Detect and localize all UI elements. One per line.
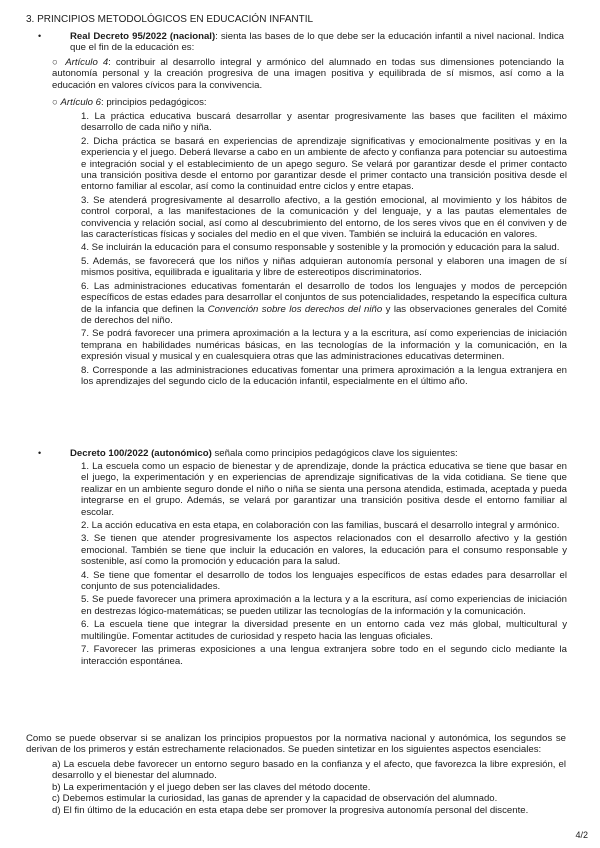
decreto-100-lead: • Decreto 100/2022 (autonómico) señala como principios pedagógicos clave los siguientes: — [38, 448, 458, 459]
convention-title: Convención sobre los derechos del niño — [207, 303, 383, 315]
list-item: d) El fin último de la educación en esta etapa debe ser promover la progresiva autonomía personal del discente. — [52, 804, 529, 816]
real-decreto-lead: • Real Decreto 95/2022 (nacional): sienta las bases de lo que debe ser la educación infantil a nivel nacional. Indica que el fin de la educación es: — [38, 31, 564, 54]
list-item: 8. Corresponde a las administraciones educativas fomentar una primera aproximación a la lengua extranjera en los aprendizajes del segundo ciclo de la educación infantil, especialmente en el último año. — [81, 364, 567, 387]
bullet-icon: • — [38, 31, 42, 41]
list-item: 7. Favorecer las primeras exposiciones a una lengua extranjera sobre todo en el segundo ciclo mediante la interacción espontánea. — [81, 644, 567, 667]
d100-principles-list — [81, 461, 567, 667]
articulo-6: ○ Artículo 6: principios pedagógicos: — [52, 97, 207, 108]
conclusion-points — [52, 759, 566, 816]
real-decreto-title: Real Decreto 95/2022 (nacional) — [70, 31, 216, 42]
list-item: 2. La acción educativa en esta etapa, en colaboración con las familias, buscará el desarrollo integral y armónico. — [81, 520, 560, 532]
list-item: a) La escuela debe favorecer un entorno seguro basado en la confianza y el afecto, que favorezca la libre expresión, el desarrollo y el bienestar del alumnado. — [52, 759, 566, 782]
page-number: 4/2 — [575, 830, 588, 840]
list-item: 3. Se atenderá progresivamente al desarrollo afectivo, a la gestión emocional, al movimiento y los hábitos de control corporal, a las manifestaciones de la comunicación y del lenguaje, y a las pautas elementales de convivencia y relación social, así como al descubrimiento del entorno, de los seres vivos que en él conviven y de las características físicas y sociales del medio en el que viven. También se incluirá la educación en valores. — [81, 194, 567, 241]
articulo-6-label: Artículo 6 — [60, 97, 101, 108]
list-item: 6. La escuela tiene que integrar la diversidad presente en un entorno cada vez más global, multicultural y multilingüe. Fomentar actitudes de curiosidad y respeto hacia las lenguas oficiales. — [81, 619, 567, 642]
rd-principles-list — [81, 111, 567, 387]
conclusion-paragraph: Como se puede observar si se analizan los principios propuestos por la normativa nacional y autonómica, los segundos se derivan de los primeros y están estrechamente relacionados. Se pueden sintetizar en los siguientes aspectos esenciales: — [26, 733, 566, 756]
list-item: 4. Se incluirán la educación para el consumo responsable y sostenible y la promoción y educación para la salud. — [81, 242, 560, 254]
list-item: 2. Dicha práctica se basará en experiencias de aprendizaje significativas y emocionalmente positivas y en la experiencia y el juego. Deberá llevarse a cabo en un ambiente de afecto y confianza para potenciar su autoestima e integración social y el establecimiento de un apego seguro. Se velará por garantizar desde el primer contacto una transición positiva desde el entorno por garantizar desde el primer contacto una transición positiva desde el entorno familiar al escolar, así como la continuidad entre ciclos y entre etapas. — [81, 135, 567, 193]
list-item: 1. La práctica educativa buscará desarrollar y asentar progresivamente las bases que faciliten el máximo desarrollo de cada niño y niña. — [81, 111, 567, 134]
list-item: 4. Se tiene que fomentar el desarrollo de todos los lenguajes específicos de estas edades para desarrollar el conjunto de sus potencialidades. — [81, 569, 567, 593]
list-item: 3. Se tienen que atender progresivamente los aspectos relacionados con el desarrollo afectivo y la gestión emocional. También se tiene que incluir la educación en valores, la educación para el consumo responsable y sostenible, así como la promoción y educación para la salud. — [81, 533, 567, 568]
list-item: b) La experimentación y el juego deben ser las claves del método docente. — [52, 781, 371, 793]
list-item: c) Debemos estimular la curiosidad, las ganas de aprender y la capacidad de observación del alumnado. — [52, 793, 498, 805]
list-item: 5. Se puede favorecer una primera aproximación a la lectura y a la escritura, así como experiencias de iniciación en destrezas lógico-matemáticas; se pueden utilizar las tecnologías de la información y la comunicación. — [81, 594, 567, 617]
decreto-100-title: Decreto 100/2022 (autonómico) — [70, 448, 212, 459]
list-item: 1. La escuela como un espacio de bienestar y de aprendizaje, donde la práctica educativa se tiene que basar en el juego, la experimentación y en experiencias de aprendizaje significativas de la vida cotidiana. Se tiene que realizar en un ambiente seguro donde el niño o niña se sienta una persona atendida, estimada, aceptada y pueda integrarse en el grupo. Además, se velará por garantizar una transición positiva desde el entorno familiar al escolar. — [81, 461, 567, 518]
list-item: 5. Además, se favorecerá que los niños y niñas adquieran autonomía personal y elaboren una imagen de sí mismos positiva, equilibrada e igualitaria y libre de estereotipos discriminatorios. — [81, 255, 567, 279]
section-title: 3. PRINCIPIOS METODOLÓGICOS EN EDUCACIÓN INFANTIL — [26, 14, 314, 25]
circle-bullet-icon: ○ — [52, 57, 61, 68]
articulo-4: ○ Artículo 4: contribuir al desarrollo integral y armónico del alumnado en todas sus dimensiones potenciando la autonomía personal y la creación progresiva de una imagen positiva y equilibrada de sí mismos, así como a la educación en valores cívicos para la convivencia. — [52, 57, 564, 91]
bullet-icon: • — [38, 448, 42, 458]
list-item: 6. Las administraciones educativas fomentarán el desarrollo de todos los lenguajes y modos de percepción específicos de estas edades para desarrollar el conjuntos de sus potencialidades, respetando la específica cultura de la infancia que definen la Convención sobre los derechos del niño y las observaciones generales del Comité de derechos del niño. — [81, 280, 567, 326]
articulo-4-label: Artículo 4 — [65, 57, 109, 68]
list-item: 7. Se podrá favorecer una primera aproximación a la lectura y a la escritura, así como experiencias de iniciación temprana en habilidades numéricas básicas, en las tecnologías de la información y la comunicación, en la expresión visual y musical y en cualesquiera otras que las administraciones educativas determinen. — [81, 328, 567, 363]
circle-bullet-icon: ○ — [52, 97, 58, 108]
